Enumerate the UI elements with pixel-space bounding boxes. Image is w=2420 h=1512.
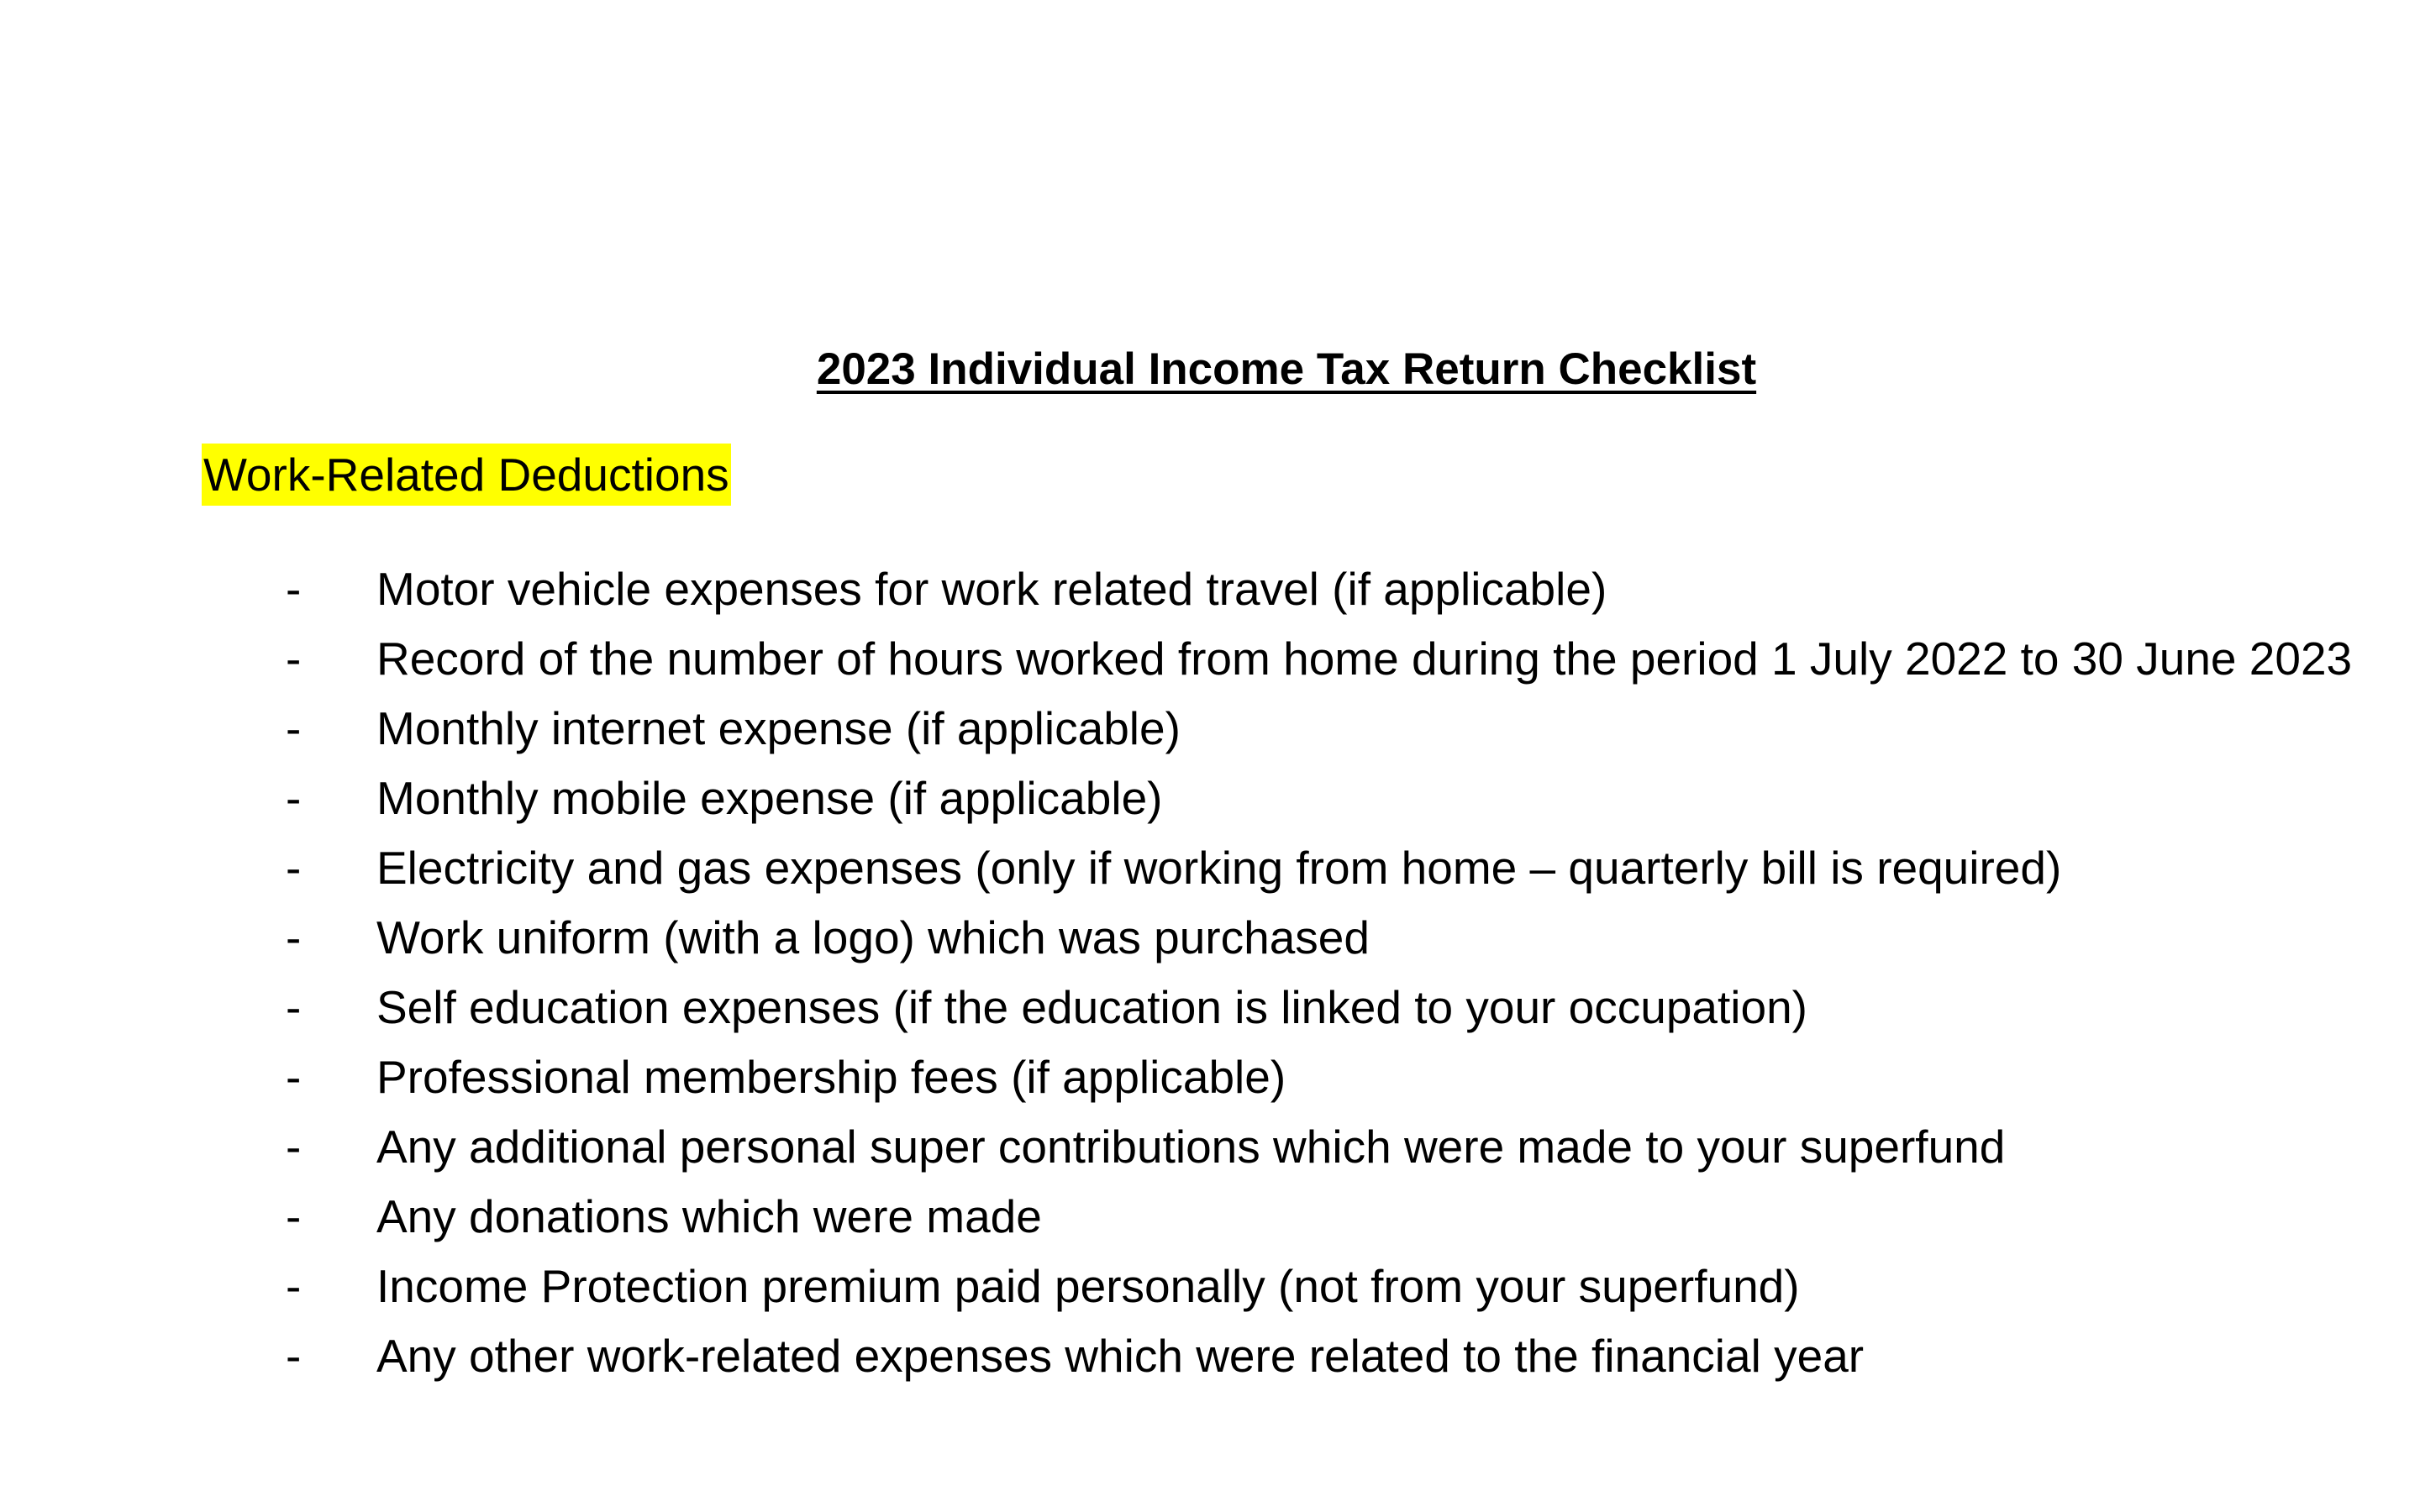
list-item — [202, 1182, 2353, 1252]
bullet-dash: - — [286, 1330, 302, 1382]
list-item — [202, 764, 2353, 833]
bullet-dash: - — [286, 563, 302, 615]
list-item — [202, 1112, 2353, 1182]
bullet-dash: - — [286, 702, 302, 754]
list-item — [202, 694, 2353, 764]
bullet-dash: - — [286, 981, 302, 1033]
bullet-dash: - — [286, 633, 302, 685]
list-item — [202, 624, 2353, 694]
list-item-text: Any additional personal super contributions which were made to your superfund — [376, 1121, 2006, 1173]
list-item-text: Income Protection premium paid personally (not from your superfund) — [376, 1260, 1800, 1312]
list-item-text: Professional membership fees (if applicable) — [376, 1051, 1286, 1103]
bullet-dash: - — [286, 1051, 302, 1103]
list-item — [202, 1252, 2353, 1321]
list-item — [202, 1042, 2353, 1112]
deduction-list — [202, 554, 2353, 1391]
bullet-dash: - — [286, 911, 302, 963]
bullet-dash: - — [286, 1121, 302, 1173]
bullet-dash: - — [286, 772, 302, 824]
list-item — [202, 973, 2353, 1042]
list-item — [202, 1321, 2353, 1391]
bullet-dash: - — [286, 842, 302, 894]
list-item-text: Electricity and gas expenses (only if working from home – quarterly bill is required) — [376, 842, 2062, 894]
list-item-text: Any other work-related expenses which were related to the financial year — [376, 1330, 1865, 1382]
bullet-dash: - — [286, 1260, 302, 1312]
list-item-text: Work uniform (with a logo) which was purchased — [376, 911, 1370, 963]
list-item — [202, 903, 2353, 973]
list-item-text: Monthly internet expense (if applicable) — [376, 702, 1181, 754]
list-item-text: Record of the number of hours worked from home during the period 1 July 2022 to 30 June 2023 — [376, 633, 2353, 685]
list-item-text: Motor vehicle expenses for work related travel (if applicable) — [376, 563, 1607, 615]
list-item — [202, 554, 2353, 624]
list-item — [202, 833, 2353, 903]
list-item-text: Any donations which were made — [376, 1190, 1042, 1242]
document-title: 2023 Individual Income Tax Return Checklist — [816, 344, 1757, 394]
list-item-text: Self education expenses (if the education is linked to your occupation) — [376, 981, 1807, 1033]
bullet-dash: - — [286, 1190, 302, 1242]
list-item-text: Monthly mobile expense (if applicable) — [376, 772, 1163, 824]
section-heading-work-related-deductions: Work-Related Deductions — [202, 444, 731, 506]
